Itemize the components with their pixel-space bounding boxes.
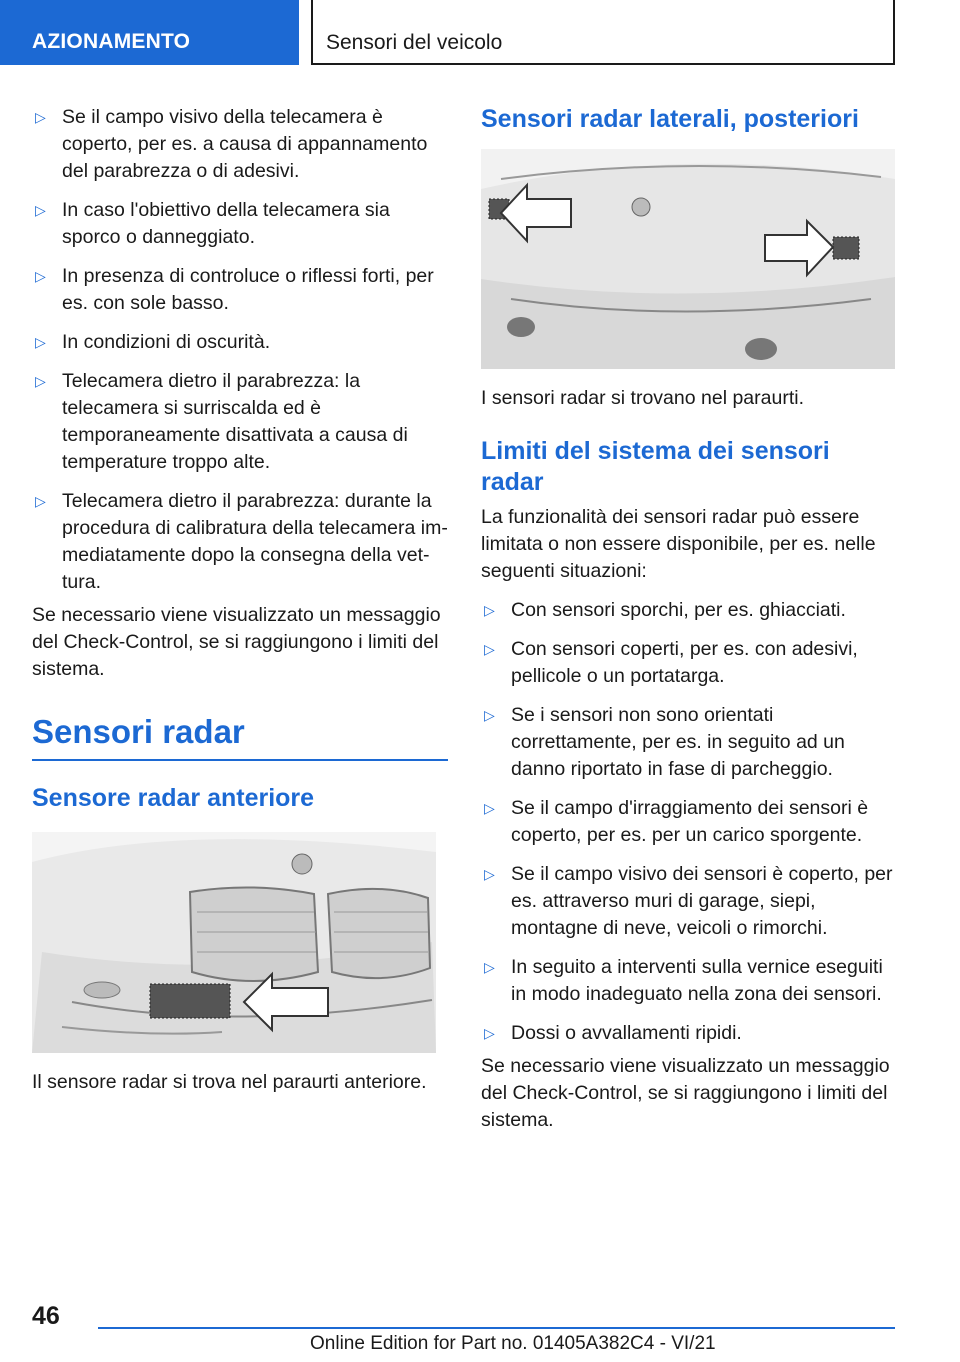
triangle-right-icon: ▷ xyxy=(484,1025,495,1041)
triangle-right-icon: ▷ xyxy=(484,602,495,618)
check-control-note: Se necessario viene visualizzato un messaggio del Check-Control, se si raggiungono i limiti del sistema. xyxy=(32,604,441,680)
right-column xyxy=(481,104,897,1142)
list-item: ▷ Se il campo visivo della telecamera è coperto, per es. a causa di appannamento del parabrezza o di adesivi. xyxy=(35,106,428,182)
radar-limit-list xyxy=(481,597,897,1047)
triangle-right-icon: ▷ xyxy=(35,268,46,284)
list-item: ▷ Con sensori sporchi, per es. ghiacciati. xyxy=(481,597,897,624)
limits-heading: Limiti del sistema dei sensori radar xyxy=(481,437,830,496)
triangle-right-icon: ▷ xyxy=(484,641,495,657)
front-radar-caption: Il sensore radar si trova nel paraurti anteriore. xyxy=(32,1071,427,1093)
section-tab xyxy=(0,0,299,65)
list-item: ▷ In caso l'obiettivo della telecamera sia sporco o danneggiato. xyxy=(35,199,390,248)
triangle-right-icon: ▷ xyxy=(484,800,495,816)
footer-divider xyxy=(98,1327,895,1329)
page-title: Sensori del veicolo xyxy=(326,31,503,54)
triangle-right-icon: ▷ xyxy=(35,109,46,125)
front-bumper-illustration xyxy=(32,832,436,1053)
rear-radar-caption: I sensori radar si trovano nel paraurti. xyxy=(481,387,804,409)
limits-intro: La funzionalità dei sensori radar può essere limitata o non essere disponibile, per es. nelle seguenti situazioni: xyxy=(481,506,876,582)
triangle-right-icon: ▷ xyxy=(484,866,495,882)
list-item: ▷ Dossi o avvallamenti ripidi. xyxy=(481,1020,897,1047)
list-item: ▷ Se i sensori non sono orientati correttamente, per es. in seguito ad un danno riportato in fase di parcheggio. xyxy=(484,704,845,780)
page-number: 46 xyxy=(32,1302,60,1330)
list-item: ▷ In seguito a interventi sulla vernice eseguiti in modo inadeguato nella zona dei sensori. xyxy=(484,956,883,1005)
list-item: ▷ Telecamera dietro il parabrezza: la telecamera si surriscalda ed è temporaneamente disattivata a causa di temperature troppo alte. xyxy=(35,370,408,473)
triangle-right-icon: ▷ xyxy=(35,373,46,389)
edition-footer: Online Edition for Part no. 01405A382C4 - VI/21 xyxy=(310,1333,716,1354)
triangle-right-icon: ▷ xyxy=(484,959,495,975)
check-control-note: Se necessario viene visualizzato un messaggio del Check-Control, se si raggiungono i limiti del sistema. xyxy=(481,1055,890,1131)
list-item: ▷ Se il campo visivo dei sensori è coperto, per es. attraverso muri di garage, siepi, montagne di neve, veicoli o rimorchi. xyxy=(484,863,893,939)
list-item: ▷ Telecamera dietro il parabrezza: durante la procedura di calibratura della telecamera immediatamente dopo la consegna della vettura. xyxy=(35,490,448,593)
front-radar-heading: Sensore radar anteriore xyxy=(32,784,315,812)
triangle-right-icon: ▷ xyxy=(35,493,46,509)
section-label: AZIONAMENTO xyxy=(32,30,191,53)
section-heading: Sensori radar xyxy=(32,713,448,761)
rear-radar-heading: Sensori radar laterali, posteriori xyxy=(481,105,859,133)
camera-limit-list xyxy=(32,104,448,596)
triangle-right-icon: ▷ xyxy=(35,334,46,350)
list-item: ▷ In presenza di controluce o riflessi forti, per es. con sole basso. xyxy=(35,265,434,314)
left-column xyxy=(32,104,448,1104)
triangle-right-icon: ▷ xyxy=(484,707,495,723)
list-item: ▷ Con sensori coperti, per es. con adesivi, pellicole o un portatarga. xyxy=(484,638,858,687)
list-item: ▷ In condizioni di oscurità. xyxy=(32,329,448,356)
rear-bumper-illustration xyxy=(481,149,895,369)
triangle-right-icon: ▷ xyxy=(35,202,46,218)
list-item: ▷ Se il campo d'irraggiamento dei sensori è coperto, per es. per un carico sporgente. xyxy=(484,797,869,846)
